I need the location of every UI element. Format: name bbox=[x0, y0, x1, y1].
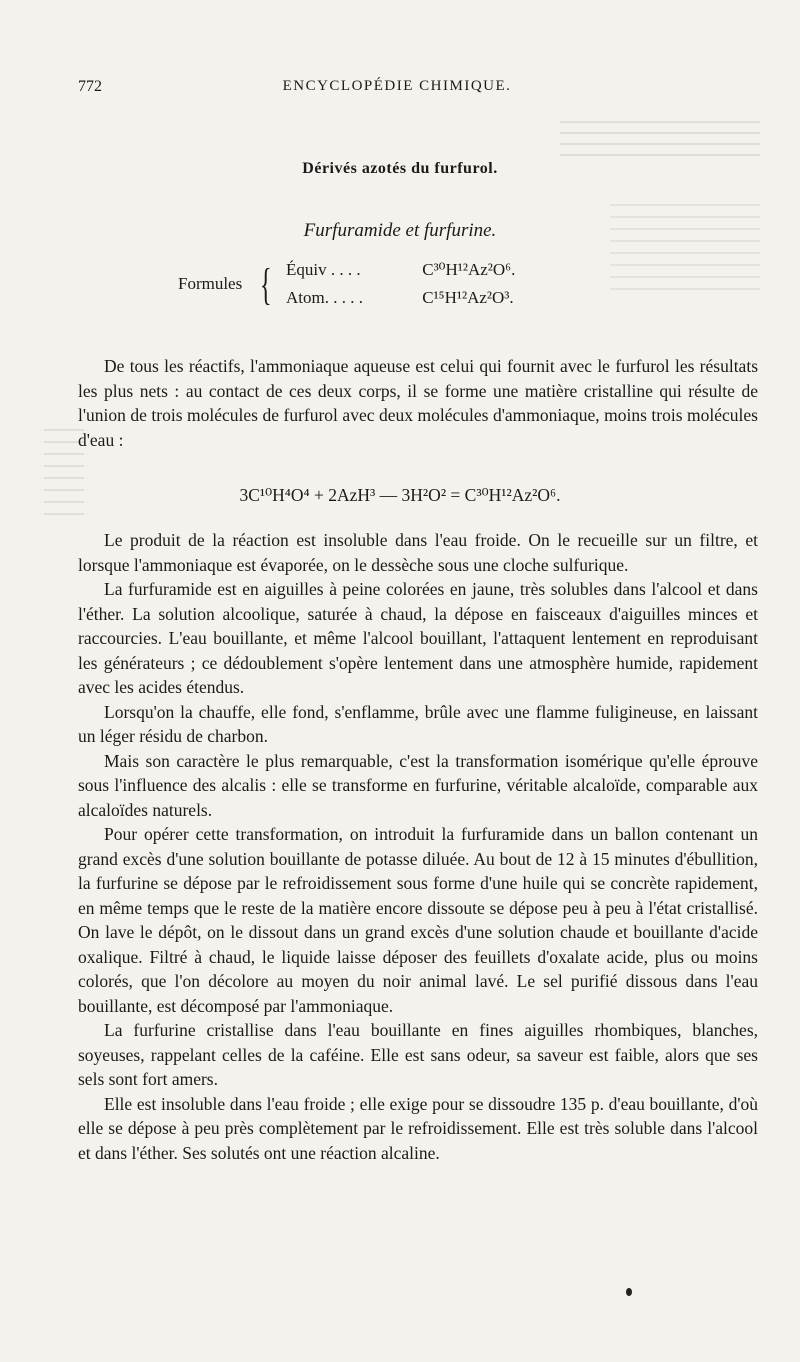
paragraph: La furfuramide est en aiguilles à peine colorées en jaune, très solubles dans l'alcool et dans l'éther. La solution alcoolique, saturée à chaud, la dépose en faisceaux d'aiguilles minces et raccourcies. L'eau bouillante, et même l'alcool bouillant, l'attaquent lentement en reproduisant les générateurs ; ce dédoublement s'opère lentement dans une atmosphère humide, rapidement avec les acides étendus. bbox=[78, 579, 758, 697]
paragraph: Le produit de la réaction est insoluble dans l'eau froide. On le recueille sur un filtre, et lorsque l'ammoniaque est évaporée, on le dessèche sous une cloche sulfurique. bbox=[78, 530, 758, 575]
formula-name: Atom. . . . . bbox=[286, 288, 363, 307]
formula-row bbox=[286, 260, 515, 280]
ink-spot bbox=[626, 1288, 632, 1296]
reaction-equation: 3C¹⁰H⁴O⁴ + 2AzH³ — 3H²O² = C³⁰H¹²Az²O⁶. bbox=[239, 485, 561, 505]
formula-row bbox=[286, 288, 514, 308]
paragraph: Pour opérer cette transformation, on introduit la furfuramide dans un ballon contenant un grand excès d'une solution bouillante de potasse diluée. Au bout de 12 à 15 minutes d'ébullition, la furfurine se dépose par le refroidissement sous forme d'une huile qui se concrète rapidement, en même temps que le reste de la matière encore dissoute se dépose peu à peu à l'état cristallisé. On lave le dépôt, on le dissout dans un grand excès d'une solution chaude et bouillante d'acide oxalique. Filtré à chaud, le liquide laisse déposer des feuillets d'oxalate acide, plus ou moins colorés, que l'on décolore au moyen du noir animal lavé. Le sel purifié dissous dans l'eau bouillante, est décomposé par l'ammoniaque. bbox=[78, 824, 758, 1016]
formula-name: Équiv . . . . bbox=[286, 260, 361, 279]
bleed-through-text bbox=[560, 112, 760, 156]
formula-value: C³⁰H¹²Az²O⁶. bbox=[422, 260, 516, 279]
brace-icon: { bbox=[260, 260, 272, 309]
running-head: ENCYCLOPÉDIE CHIMIQUE. bbox=[282, 78, 512, 94]
section-title: Dérivés azotés du furfurol. bbox=[302, 160, 498, 177]
bleed-through-text bbox=[610, 200, 760, 290]
paragraph: De tous les réactifs, l'ammoniaque aqueuse est celui qui fournit avec le furfurol les résultats les plus nets : au contact de ces deux corps, il se forme une matière cristalline qui résulte de l'union de trois molécules de furfurol avec deux molécules d'ammoniaque, moins trois molécules d'eau : bbox=[78, 356, 758, 450]
formula-value: C¹⁵H¹²Az²O³. bbox=[422, 288, 514, 307]
page-header bbox=[78, 78, 716, 100]
intro-text bbox=[78, 354, 758, 452]
paragraph: Elle est insoluble dans l'eau froide ; elle exige pour se dissoudre 135 p. d'eau bouillante, d'où elle se dépose à peu près complètement par le refroidissement. Elle est très soluble dans l'alcool et dans l'éther. Ses solutés ont une réaction alcaline. bbox=[78, 1093, 758, 1163]
main-text bbox=[78, 528, 758, 1165]
formulas-label: Formules bbox=[178, 274, 243, 293]
paragraph: La furfurine cristallise dans l'eau bouillante en fines aiguilles rhombiques, blanches, soyeuses, rappelant celles de la caféine. Elle est sans odeur, sa saveur est faible, alors que ses sels sont fort amers. bbox=[78, 1020, 758, 1089]
paragraph: Mais son caractère le plus remarquable, c'est la transformation isomérique qu'elle éprouve sous l'influence des alcalis : elle se transforme en furfurine, véritable alcaloïde, comparable aux alcaloïdes naturels. bbox=[78, 750, 758, 820]
page-number: 772 bbox=[78, 78, 102, 95]
paragraph: Lorsqu'on la chauffe, elle fond, s'enflamme, brûle avec une flamme fuligineuse, en laissant un léger résidu de charbon. bbox=[78, 701, 758, 746]
subtitle: Furfuramide et furfurine. bbox=[303, 220, 497, 241]
formulas-block bbox=[178, 258, 618, 314]
